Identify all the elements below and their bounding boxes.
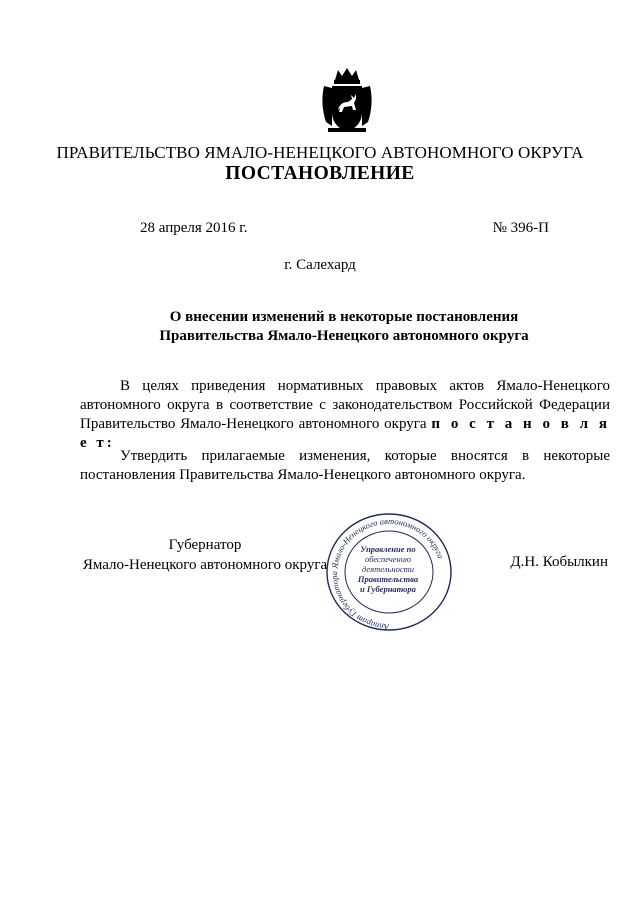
subject-line-2: Правительства Ямало-Ненецкого автономного округа [159,328,529,344]
document-type: ПОСТАНОВЛЕНИЕ [225,163,415,184]
coat-of-arms-emblem [318,66,376,136]
document-date: 28 апреля 2016 г. [140,220,248,236]
signatory-name: Д.Н. Кобылкин [510,554,608,570]
stamp-line-3: деятельности [361,564,415,574]
stamp-ring-text: Аппарат Губернатора Ямало-Ненецкого автономного округа [329,515,447,632]
paragraph-1 [80,377,610,453]
document-city: г. Салехард [284,257,356,273]
paragraph-1-text: В целях приведения нормативных правовых актов Ямало-Ненецкого автономного округа в соответствие с законодательством Российской Федерации Правительство Ямало-Ненецкого автономного округа [80,378,610,432]
paragraph-2-text: Утвердить прилагаемые изменения, которые вносятся в некоторые постановления Правительства Ямало-Ненецкого автономного округа. [80,448,610,483]
stamp-line-2: обеспечению [364,554,412,564]
subject-line-1: О внесении изменений в некоторые постановления [169,309,519,325]
stamp-line-1: Управление по [360,544,416,554]
signatory-title-line-2: Ямало-Ненецкого автономного округа [82,557,328,573]
government-name: ПРАВИТЕЛЬСТВО ЯМАЛО-НЕНЕЦКОГО АВТОНОМНОГО ОКРУГА [56,143,584,162]
stamp-line-4: Правительства [357,574,419,584]
signatory-title [80,535,330,575]
stamp-line-5: и Губернатора [360,584,416,594]
document-number: № 396-П [492,220,549,236]
stamp-center-text [351,544,425,594]
document-subject [80,308,608,346]
signatory-title-line-1: Губернатор [168,537,242,553]
resolves-word: п о с т а н о в л я е т: [80,416,611,451]
paragraph-2 [80,447,610,485]
